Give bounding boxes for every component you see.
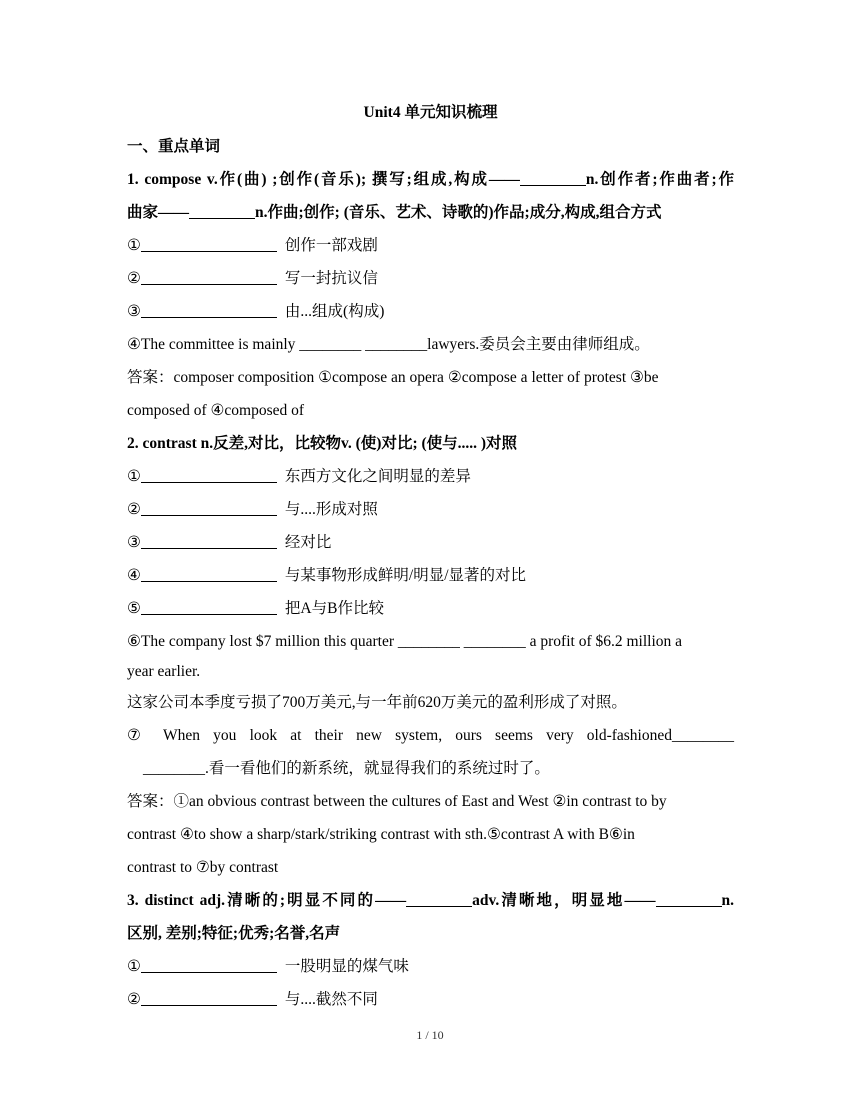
item-prompt: 与....形成对照 xyxy=(284,501,378,518)
item-prompt: 与....截然不同 xyxy=(284,991,378,1008)
word1-heading-text: n.作曲;创作; (音乐、艺术、诗歌的)作品;成分,构成,组合方式 xyxy=(255,204,662,221)
item-prompt: 由...组成(构成) xyxy=(284,303,385,320)
item-prompt: 东西方文化之间明显的差异 xyxy=(284,468,471,485)
exercise-item xyxy=(127,493,734,526)
blank xyxy=(141,565,277,582)
blank xyxy=(141,301,277,318)
blank xyxy=(520,169,586,186)
item-number: ⑤ xyxy=(127,600,141,617)
item-prompt: 一股明显的煤气味 xyxy=(284,958,409,975)
blank xyxy=(141,956,277,973)
item-prompt: 创作一部戏剧 xyxy=(284,237,378,254)
exercise-sentence: ⑥The company lost $7 million this quarter ________ ________ a profit of $6.2 million a xyxy=(127,633,683,650)
item-number: ② xyxy=(127,991,141,1008)
blank xyxy=(141,499,277,516)
item-prompt: 写一封抗议信 xyxy=(284,270,378,287)
item-number: ① xyxy=(127,958,141,975)
item-number: ② xyxy=(127,501,141,518)
exercise-sentence: ⑦ When you look at their new system, ours seems very old-fashioned________ xyxy=(127,727,734,744)
word1-heading-text: 曲家—— xyxy=(127,204,190,221)
answer-line: contrast ④to show a sharp/stark/striking contrast with sth.⑤contrast A with B⑥in xyxy=(127,826,635,843)
answer-line: composed of ④composed of xyxy=(127,402,305,419)
item-number: ① xyxy=(127,237,141,254)
exercise-item xyxy=(127,526,734,559)
blank xyxy=(406,890,472,907)
document-page xyxy=(127,96,734,1016)
item-number: ③ xyxy=(127,303,141,320)
word1-heading-text: 1. compose v.作(曲) ;创作(音乐); 撰写;组成,构成—— xyxy=(127,171,520,188)
exercise-item xyxy=(127,983,734,1016)
blank xyxy=(656,890,722,907)
exercise-item xyxy=(127,559,734,592)
exercise-item xyxy=(127,592,734,625)
blank xyxy=(141,598,277,615)
word2-heading: 2. contrast n.反差,对比，比较物v. (使)对比; (使与..... )对照 xyxy=(127,435,518,452)
section-heading: 一、重点单词 xyxy=(127,138,221,155)
item-number: ④ xyxy=(127,567,141,584)
page-title: Unit4 单元知识梳理 xyxy=(363,104,498,121)
page-number: 1 / 10 xyxy=(416,1028,444,1042)
blank xyxy=(189,202,255,219)
answer-line: 答案：①an obvious contrast between the cultures of East and West ②in contrast to by xyxy=(127,793,667,810)
answer-line: 答案：composer composition ①compose an opera ②compose a letter of protest ③be xyxy=(127,369,659,386)
blank xyxy=(141,989,277,1006)
word1-heading-text: n.创作者;作曲者;作 xyxy=(585,171,734,188)
exercise-item xyxy=(127,460,734,493)
answer-line: contrast to ⑦by contrast xyxy=(127,859,279,876)
word3-heading-text: 3. distinct adj.清晰的;明显不同的—— xyxy=(127,892,407,909)
exercise-item xyxy=(127,229,734,262)
blank xyxy=(141,268,277,285)
item-number: ① xyxy=(127,468,141,485)
exercise-item xyxy=(127,295,734,328)
exercise-item xyxy=(127,262,734,295)
item-prompt: 与某事物形成鲜明/明显/显著的对比 xyxy=(284,567,527,584)
item-number: ② xyxy=(127,270,141,287)
exercise-sentence: ④The committee is mainly ________ ________lawyers.委员会主要由律师组成。 xyxy=(127,336,650,353)
word3-heading-line2: 区别, 差别;特征;优秀;名誉,名声 xyxy=(127,925,341,942)
blank xyxy=(141,532,277,549)
word3-heading-line1 xyxy=(127,884,734,917)
item-prompt: 把A与B作比较 xyxy=(284,600,384,617)
exercise-sentence: ________.看一看他们的新系统，就显得我们的系统过时了。 xyxy=(143,760,550,777)
exercise-item xyxy=(127,950,734,983)
exercise-sentence: year earlier. xyxy=(127,663,201,680)
blank xyxy=(141,235,277,252)
word1-heading-line2 xyxy=(127,196,734,229)
item-prompt: 经对比 xyxy=(284,534,332,551)
word1-heading-line1 xyxy=(127,163,734,196)
word3-heading-text: adv.清晰地，明显地—— xyxy=(472,892,656,909)
item-number: ③ xyxy=(127,534,141,551)
blank xyxy=(141,466,277,483)
word3-heading-text: n. xyxy=(721,892,734,909)
translation-line: 这家公司本季度亏损了700万美元,与一年前620万美元的盈利形成了对照。 xyxy=(127,694,627,711)
